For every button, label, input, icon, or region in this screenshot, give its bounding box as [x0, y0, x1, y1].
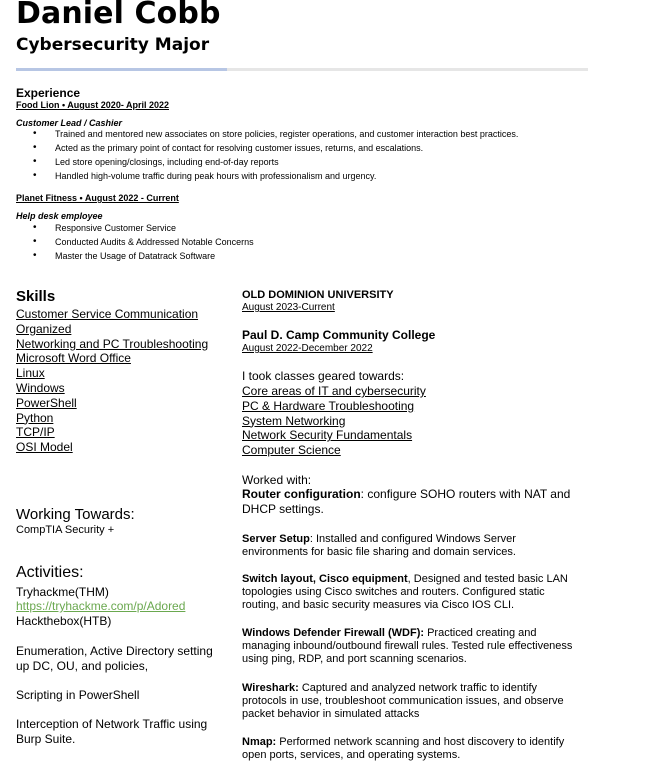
- school-dates: August 2022-December 2022: [242, 343, 373, 354]
- working-towards-heading: Working Towards:: [16, 506, 135, 523]
- router-config-text: : configure SOHO routers with NAT and: [360, 487, 571, 501]
- class-item: Computer Science: [242, 443, 341, 458]
- skill-item: Microsoft Word Office: [16, 351, 131, 366]
- job-bullet: • Master the Usage of Datatrack Software: [33, 249, 254, 263]
- nmap-text-cont: open ports, services, and operating systems.: [242, 749, 461, 761]
- server-setup-text: : Installed and configured Windows Server: [309, 533, 516, 545]
- skill-item: Linux: [16, 366, 45, 381]
- activity-tryhackme: Tryhackme(THM): [16, 585, 109, 599]
- class-item: System Networking: [242, 413, 346, 428]
- school-name: OLD DOMINION UNIVERSITY: [242, 289, 394, 301]
- activity-enumeration-cont: up DC, OU, and policies,: [16, 659, 149, 673]
- skill-item: TCP/IP: [16, 425, 55, 440]
- wireshark-text: Captured and analyzed network traffic to identify: [298, 682, 538, 694]
- activities-heading: Activities:: [16, 564, 84, 581]
- class-item: Core areas of IT and cybersecurity: [242, 384, 426, 398]
- switch-layout-text-cont: topologies using Cisco switches and routers. Configured static: [242, 586, 545, 598]
- job-bullet: • Trained and mentored new associates on store policies, register operations, and customer interaction best practices.: [33, 127, 518, 141]
- router-config-entry: [242, 487, 570, 502]
- firewall-text-cont: using ping, RDP, and port scanning scenarios.: [242, 653, 467, 665]
- class-item: Network Security Fundamentals: [242, 428, 413, 443]
- skill-item: Python: [16, 410, 54, 425]
- firewall-entry: [242, 627, 592, 666]
- activity-enumeration: Enumeration, Active Directory setting: [16, 644, 213, 658]
- job-bullet: • Conducted Audits & Addressed Notable Concerns: [33, 235, 254, 249]
- switch-layout-title: Switch layout, Cisco equipment: [242, 573, 408, 585]
- worked-with-intro: Worked with:: [242, 473, 312, 487]
- firewall-text: Practiced creating and: [424, 627, 537, 639]
- classes-intro: I took classes geared towards:: [242, 369, 405, 383]
- resume-major: Cybersecurity Major: [16, 35, 210, 55]
- skill-item: Windows: [16, 380, 65, 395]
- resume-name: Daniel Cobb: [16, 0, 221, 31]
- switch-layout-entry: [242, 573, 592, 612]
- job-bullet: • Acted as the primary point of contact for resolving customer issues, returns, and escalations.: [33, 141, 518, 155]
- header-divider-accent: [16, 68, 227, 71]
- server-setup-title: Server Setup: [242, 533, 310, 545]
- working-towards-item: CompTIA Security +: [16, 524, 115, 536]
- nmap-text: Performed network scanning and host discovery to identify: [276, 736, 565, 748]
- job-role: Customer Lead / Cashier: [16, 118, 123, 128]
- firewall-title: Windows Defender Firewall (WDF):: [242, 627, 425, 639]
- server-setup-text-cont: environments for basic file sharing and domain services.: [242, 546, 516, 558]
- skill-item: Networking and PC Troubleshooting: [16, 336, 209, 351]
- skills-heading: Skills: [16, 288, 56, 305]
- wireshark-text-cont: protocols in use, troubleshoot communication issues, and observe: [242, 695, 564, 707]
- nmap-entry: [242, 736, 592, 762]
- tryhackme-profile-link[interactable]: https://tryhackme.com/p/Adored: [16, 599, 186, 613]
- wireshark-text-cont: packet behavior in simulated attacks: [242, 708, 420, 720]
- class-item: PC & Hardware Troubleshooting: [242, 398, 415, 413]
- router-config-text-cont: DHCP settings.: [242, 502, 324, 516]
- server-setup-entry: [242, 533, 592, 559]
- wireshark-entry: [242, 682, 592, 721]
- experience-heading: Experience: [16, 86, 81, 100]
- activity-hackthebox: Hackthebox(HTB): [16, 614, 112, 628]
- router-config-title: Router configuration: [242, 487, 361, 501]
- header-divider: [16, 68, 588, 71]
- skill-item: Customer Service Communication: [16, 307, 199, 321]
- job-bullet: • Led store opening/closings, including end-of-day reports: [33, 155, 518, 169]
- skills-list: [16, 307, 208, 455]
- activity-interception-cont: Burp Suite.: [16, 732, 76, 746]
- skill-item: OSI Model: [16, 440, 73, 455]
- school-name: Paul D. Camp Community College: [242, 328, 436, 342]
- job-bullet: • Responsive Customer Service: [33, 221, 254, 235]
- job-role: Help desk employee: [16, 211, 103, 221]
- skill-item: Organized: [16, 321, 72, 336]
- classes-list: [242, 384, 426, 458]
- job-employer-line: Planet Fitness • August 2022 - Current: [16, 193, 179, 203]
- activity-scripting: Scripting in PowerShell: [16, 688, 140, 702]
- switch-layout-text: , Designed and tested basic LAN: [407, 573, 568, 585]
- job-bullet: • Handled high-volume traffic during peak hours with professionalism and urgency.: [33, 169, 518, 183]
- firewall-text-cont: managing inbound/outbound firewall rules. Tested rule effectiveness: [242, 640, 573, 652]
- skill-item: PowerShell: [16, 395, 77, 410]
- school-dates: August 2023-Current: [242, 302, 335, 313]
- switch-layout-text-cont: routing, and basic security measures via Cisco IOS CLI.: [242, 599, 515, 611]
- wireshark-title: Wireshark:: [242, 682, 299, 694]
- job-bullet-list: [33, 127, 518, 183]
- activity-interception: Interception of Network Traffic using: [16, 717, 208, 731]
- job-bullet-list: [33, 221, 254, 263]
- nmap-title: Nmap:: [242, 736, 277, 748]
- job-employer-line: Food Lion • August 2020- April 2022: [16, 100, 170, 110]
